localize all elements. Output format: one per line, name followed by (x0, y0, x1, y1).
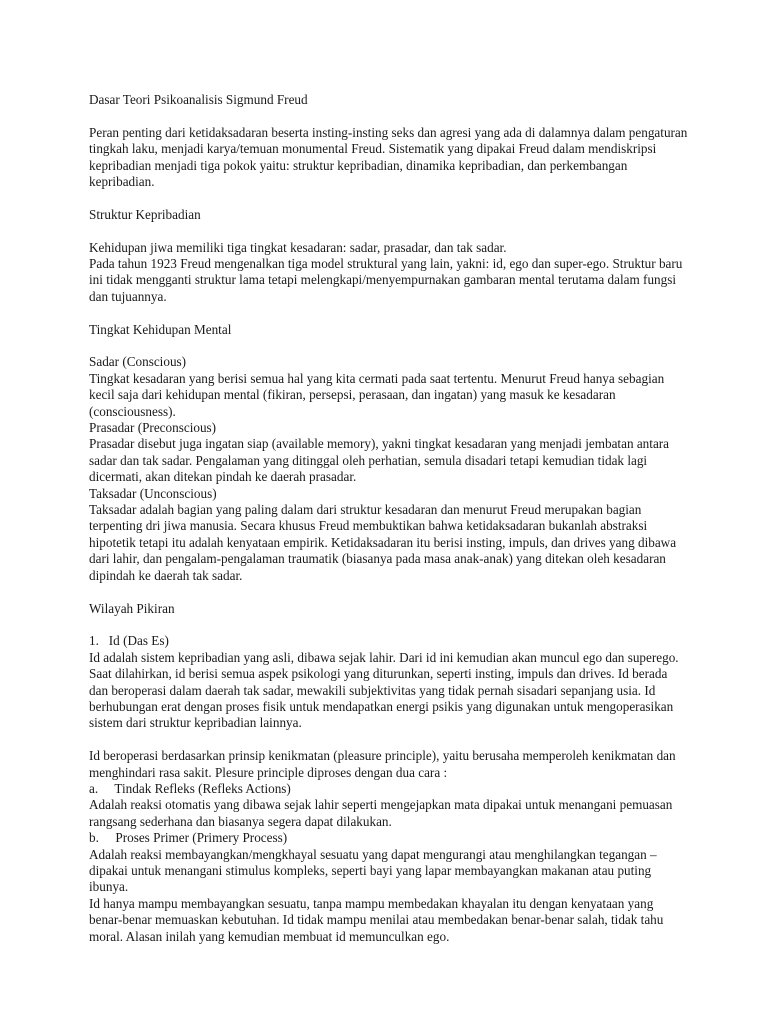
id-paragraph: Id adalah sistem kepribadian yang asli, dibawa sejak lahir. Dari id ini kemudian akan muncul ego dan superego. Saat dilahirkan, id berisi semua aspek psikologi yang diturunkan, seperti insting, impuls dan drives. Id berada dan beroperasi dalam daerah tak sadar, mewakili subjektivitas yang tidak pernah sisadari sepanjang usia. Id berhubungan erat dengan proses fisik untuk mendapatkan energi psikis yang digunakan untuk mengoperasikan sistem dari struktur kepribadian lainnya. (89, 649, 679, 731)
primer-paragraph: Adalah reaksi membayangkan/mengkhayal sesuatu yang dapat mengurangi atau menghilangkan tegangan – dipakai untuk menangani stimulus kompleks, seperti bayi yang lapar membayangkan makanan atau puting ibunya. (89, 846, 657, 895)
sadar-paragraph: Tingkat kesadaran yang berisi semua hal yang kita cermati pada saat tertentu. Menurut Freud hanya sebagian kecil saja dari kehidupan mental (fikiran, persepsi, perasaan, dan ingatan) yang masuk ke kesadaran (consciousness). (89, 370, 665, 419)
subheading-id: 1. Id (Das Es) (89, 633, 169, 649)
prasadar-paragraph: Prasadar disebut juga ingatan siap (available memory), yakni tingkat kesadaran yang menjadi jembatan antara sadar dan tak sadar. Pengalaman yang ditinggal oleh perhatian, semula disadari tetapi kemudian tidak lagi dicermati, akan ditekan pindah ke daerah prasadar. (89, 436, 670, 485)
subheading-primer: b. Proses Primer (Primery Process) (89, 830, 288, 846)
refleks-paragraph: Adalah reaksi otomatis yang dibawa sejak lahir seperti mengejapkan mata dipakai untuk menangani pemuasan rangsang sederhana dan biasanya segera dapat dilakukan. (89, 797, 673, 829)
subheading-taksadar: Taksadar (Unconscious) (89, 485, 217, 501)
taksadar-paragraph: Taksadar adalah bagian yang paling dalam dari struktur kesadaran dan menurut Freud merupakan bagian terpenting dri jiwa manusia. Secara khusus Freud membuktikan bahwa ketidaksadaran bukanlah abstraksi hipotetik tetapi itu adalah kenyataan empirik. Ketidaksadaran itu berisi insting, impuls, dan drives yang dibawa dari lahir, dan pengalam-pengalaman traumatik (biasanya pada masa anak-anak) yang ditekan oleh kesadaran dipindah ke daerah tak sadar. (89, 502, 677, 583)
section-heading-struktur: Struktur Kepribadian (89, 206, 201, 222)
subheading-sadar: Sadar (Conscious) (89, 354, 187, 370)
struktur-paragraph-1: Kehidupan jiwa memiliki tiga tingkat kesadaran: sadar, prasadar, dan tak sadar. (89, 239, 507, 255)
closing-paragraph: Id hanya mampu membayangkan sesuatu, tanpa mampu membedakan khayalan itu dengan kenyataan yang benar-benar memuaskan kebutuhan. Id tidak mampu menilai atau membedakan benar-benar salah, tidak tahu moral. Alasan inilah yang kemudian membuat id memunculkan ego. (89, 895, 664, 944)
subheading-prasadar: Prasadar (Preconscious) (89, 420, 217, 436)
section-heading-tingkat: Tingkat Kehidupan Mental (89, 321, 232, 337)
section-heading-wilayah: Wilayah Pikiran (89, 600, 175, 616)
struktur-paragraph-2: Pada tahun 1923 Freud mengenalkan tiga model struktural yang lain, yakni: id, ego dan super-ego. Struktur baru ini tidak mengganti struktur lama tetapi melengkapi/menyempurnakan gambaran mental terutama dalam fungsi dan tujuannya. (89, 256, 683, 304)
document-title: Dasar Teori Psikoanalisis Sigmund Freud (89, 92, 308, 107)
document-body (89, 92, 689, 945)
prinsip-paragraph: Id beroperasi berdasarkan prinsip kenikmatan (pleasure principle), yaitu berusaha memperoleh kenikmatan dan menghindari rasa sakit. Plesure principle diproses dengan dua cara : (89, 748, 676, 780)
intro-paragraph: Peran penting dari ketidaksadaran beserta insting-insting seks dan agresi yang ada di dalamnya dalam pengaturan tingkah laku, menjadi karya/temuan monumental Freud. Sistematik yang dipakai Freud dalam mendiskripsi kepribadian menjadi tiga pokok yaitu: struktur kepribadian, dinamika kepribadian, dan perkembangan kepribadian. (89, 124, 688, 190)
subheading-refleks: a. Tindak Refleks (Refleks Actions) (89, 780, 291, 796)
